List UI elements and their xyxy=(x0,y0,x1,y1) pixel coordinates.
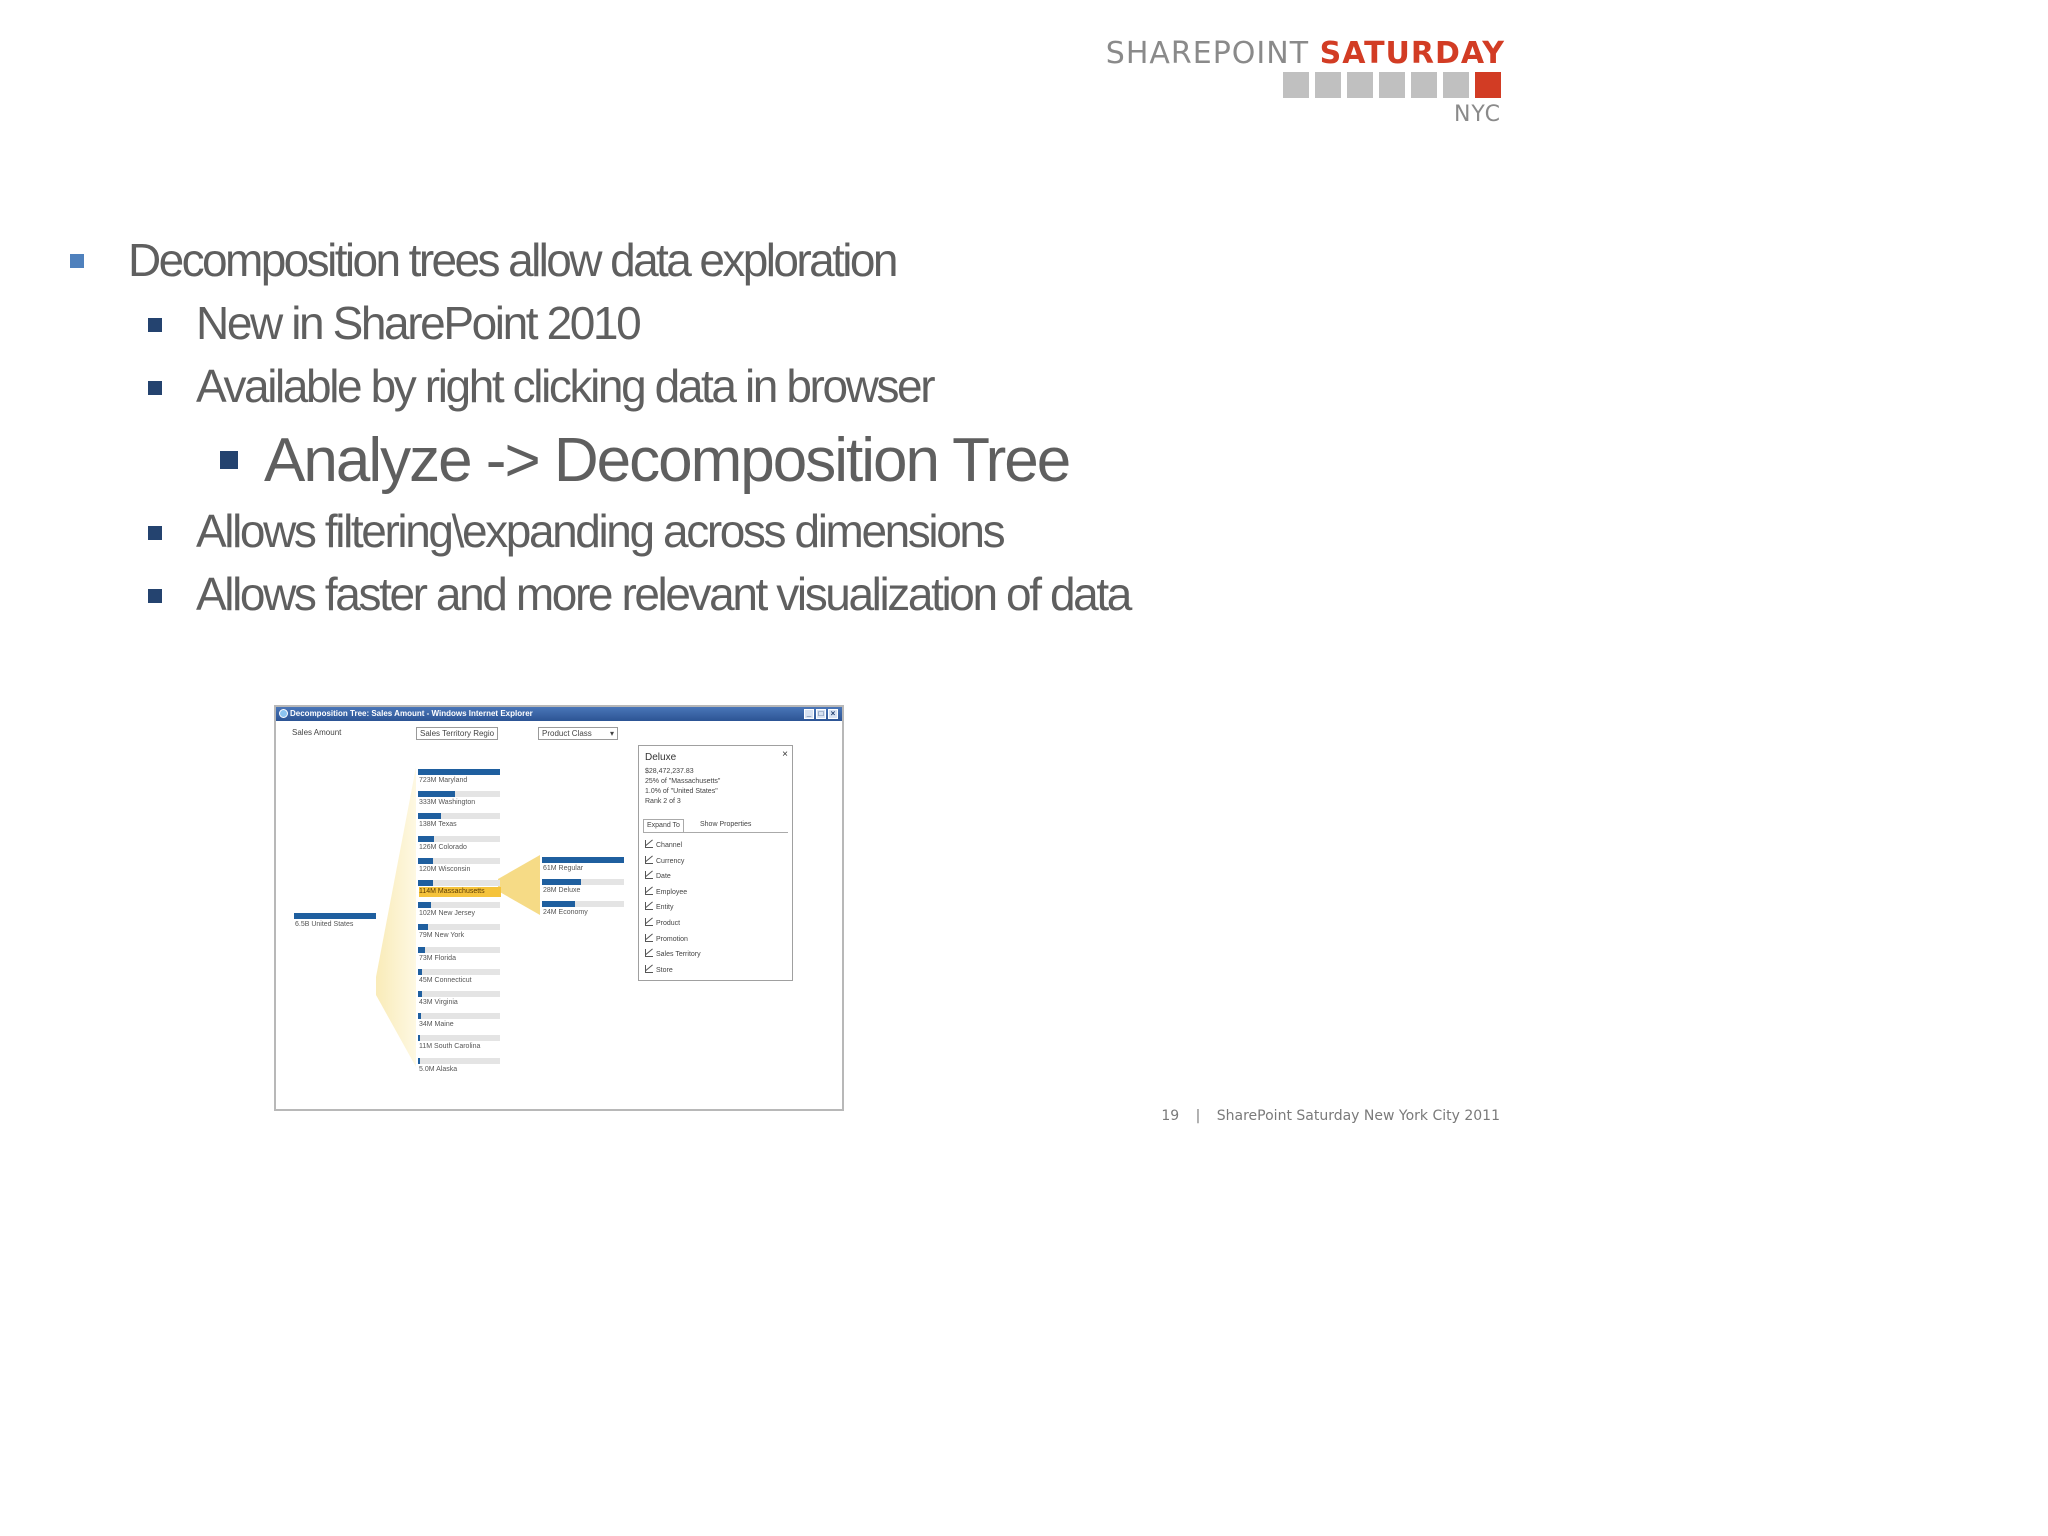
popup-tabs xyxy=(643,818,788,833)
bar-fill xyxy=(294,913,376,919)
chart-icon xyxy=(645,902,653,910)
chart-icon xyxy=(645,840,653,848)
node-label: 138M Texas xyxy=(419,821,457,829)
node-label: 723M Maryland xyxy=(419,777,468,784)
logo-wordmark xyxy=(1106,36,1505,71)
bar-fill xyxy=(418,947,425,953)
bar-fill xyxy=(418,836,434,842)
dimension-label: Entity xyxy=(656,904,674,912)
chart-icon xyxy=(645,918,653,926)
bullet-marker xyxy=(220,451,238,469)
bullet-level2 xyxy=(196,567,1130,621)
logo-square xyxy=(1379,72,1405,98)
bar-fill xyxy=(418,1013,421,1019)
dimension-label: Employee xyxy=(656,888,688,896)
bullet-marker xyxy=(148,589,162,603)
bar-fill xyxy=(418,858,433,864)
bullet-level1 xyxy=(128,233,896,287)
logo-city: NYC xyxy=(1453,102,1501,127)
bullet-marker xyxy=(148,381,162,395)
bullet-text: Allows filtering\expanding across dimensions xyxy=(196,505,1004,557)
node-label: 24M Economy xyxy=(543,909,588,916)
dimension-label: Product xyxy=(656,920,681,927)
dimension-label: Date xyxy=(656,873,671,881)
bar-fill xyxy=(418,1058,420,1064)
level-dropdown-product-class[interactable] xyxy=(538,727,618,740)
expand-dimension-item[interactable] xyxy=(645,856,684,866)
node-details-popup xyxy=(638,745,793,981)
logo-square xyxy=(1315,72,1341,98)
popup-rank: Rank 2 of 3 xyxy=(645,798,681,805)
tree-node-region[interactable] xyxy=(418,1058,500,1076)
tree-node-region[interactable] xyxy=(418,924,500,942)
expand-dimension-item[interactable] xyxy=(645,840,682,850)
node-label: 73M Florida xyxy=(419,954,456,962)
popup-value: $28,472,237.83 xyxy=(645,768,694,775)
chart-icon xyxy=(645,965,653,973)
node-label: 11M South Carolina xyxy=(419,1043,481,1051)
bar-track xyxy=(542,857,624,863)
close-button[interactable]: × xyxy=(828,709,838,719)
window-title: Decomposition Tree: Sales Amount - Windows Internet Explorer xyxy=(290,709,533,718)
bar-fill xyxy=(542,879,581,885)
bar-fill xyxy=(418,902,431,908)
expand-dimension-item[interactable] xyxy=(645,934,688,944)
level-dropdown-territory[interactable]: Sales Territory Regio xyxy=(416,727,498,740)
bar-fill xyxy=(418,1035,420,1041)
bar-track xyxy=(418,902,500,908)
tree-connector-selected xyxy=(498,855,540,915)
measure-label: Sales Amount xyxy=(292,728,342,737)
tree-node-class[interactable] xyxy=(542,879,624,897)
node-label: 6.5B United States xyxy=(295,921,354,928)
tree-node-region[interactable] xyxy=(418,969,500,987)
logo-square xyxy=(1347,72,1373,98)
internet-explorer-icon xyxy=(279,709,288,718)
bar-fill xyxy=(418,991,422,997)
tree-node-root[interactable] xyxy=(294,913,376,931)
logo-square-accent xyxy=(1475,72,1501,98)
node-label: 79M New York xyxy=(419,932,465,940)
expand-dimension-item[interactable] xyxy=(645,902,674,912)
bar-track xyxy=(542,901,624,907)
bar-fill xyxy=(418,813,441,819)
bar-track xyxy=(542,879,624,885)
dimension-label: Promotion xyxy=(656,935,688,943)
logo-square xyxy=(1411,72,1437,98)
bullet-marker xyxy=(148,318,162,332)
minimize-button[interactable]: _ xyxy=(804,709,814,719)
logo-square xyxy=(1283,72,1309,98)
tab-expand-to[interactable]: Expand To xyxy=(643,819,684,832)
bullet-level3 xyxy=(264,425,1069,496)
bar-track xyxy=(418,836,500,842)
node-label: 126M Colorado xyxy=(419,843,467,851)
tree-node-region[interactable] xyxy=(418,947,500,965)
close-icon[interactable]: × xyxy=(782,749,788,760)
bar-track xyxy=(418,969,500,975)
logo-word-sharepoint: SHAREPOINT xyxy=(1105,36,1310,71)
dimension-label: Currency xyxy=(656,857,685,865)
expand-dimension-item[interactable] xyxy=(645,949,701,959)
tree-node-class[interactable] xyxy=(542,857,624,875)
popup-share-root: 1.0% of "United States" xyxy=(645,788,718,795)
bullet-level2 xyxy=(196,504,1003,558)
node-label: 43M Virginia xyxy=(419,999,458,1006)
bar-track xyxy=(418,991,500,997)
tab-show-properties[interactable]: Show Properties xyxy=(697,819,754,831)
bar-track xyxy=(294,913,376,919)
logo-square xyxy=(1443,72,1469,98)
chart-icon xyxy=(645,871,653,879)
logo-word-saturday: SATURDAY xyxy=(1319,36,1505,71)
bar-track xyxy=(418,1058,500,1064)
node-label: 61M Regular xyxy=(543,865,584,872)
expand-dimension-item[interactable] xyxy=(645,918,680,928)
bar-fill xyxy=(418,769,500,775)
dimension-label: Store xyxy=(656,966,673,974)
bar-fill xyxy=(418,969,422,975)
node-label: 333M Washington xyxy=(419,799,476,807)
node-label: 114M Massachusetts xyxy=(419,887,501,897)
tree-connector xyxy=(376,767,416,1067)
chart-icon xyxy=(645,887,653,895)
node-label: 45M Connecticut xyxy=(419,976,472,984)
bullet-text: Decomposition trees allow data exploration xyxy=(128,234,896,286)
sharepoint-saturday-logo xyxy=(1000,36,1505,132)
bullet-level2 xyxy=(196,359,933,413)
dimension-label: Channel xyxy=(656,842,683,849)
tree-node-region[interactable] xyxy=(418,880,500,898)
bar-track xyxy=(418,769,500,775)
popup-title: Deluxe xyxy=(645,752,677,763)
bar-fill xyxy=(542,901,575,907)
expand-dimension-item[interactable] xyxy=(645,965,673,975)
tree-node-region[interactable] xyxy=(418,813,500,831)
expand-dimension-item[interactable] xyxy=(645,871,671,881)
tree-node-region[interactable] xyxy=(418,858,500,876)
bullet-marker xyxy=(148,526,162,540)
bar-track xyxy=(418,858,500,864)
tree-node-region[interactable] xyxy=(418,1013,500,1031)
bar-track xyxy=(418,924,500,930)
bar-track xyxy=(418,947,500,953)
chart-icon xyxy=(645,856,653,864)
bar-track xyxy=(418,880,500,886)
tree-node-region[interactable] xyxy=(418,1035,500,1053)
bar-fill xyxy=(418,791,455,797)
bar-fill xyxy=(542,857,624,863)
bullet-text: Available by right clicking data in browser xyxy=(196,360,934,412)
tree-node-region[interactable] xyxy=(418,902,500,920)
bar-track xyxy=(418,1013,500,1019)
maximize-button[interactable]: □ xyxy=(816,709,826,719)
node-label: 28M Deluxe xyxy=(543,887,581,894)
tree-node-region[interactable] xyxy=(418,836,500,854)
slide-footer xyxy=(1161,1108,1500,1124)
tree-node-class[interactable] xyxy=(542,901,624,919)
chart-icon xyxy=(645,934,653,942)
bar-track xyxy=(418,791,500,797)
footer-text: SharePoint Saturday New York City 2011 xyxy=(1216,1108,1500,1124)
dropdown-label: Product Class xyxy=(542,729,592,738)
bullet-text: Analyze -> Decomposition Tree xyxy=(264,426,1070,495)
bar-track xyxy=(418,813,500,819)
bar-fill xyxy=(418,880,433,886)
node-label: 34M Maine xyxy=(419,1021,454,1029)
bar-fill xyxy=(418,924,428,930)
node-label: 102M New Jersey xyxy=(419,910,476,918)
decomposition-tree-screenshot xyxy=(274,705,844,1111)
tree-header xyxy=(276,725,842,741)
tree-node-region[interactable] xyxy=(418,991,500,1009)
expand-dimension-item[interactable] xyxy=(645,887,687,897)
bullet-text: New in SharePoint 2010 xyxy=(196,297,640,349)
node-label: 5.0M Alaska xyxy=(419,1065,458,1073)
bullet-marker xyxy=(70,254,84,268)
chart-icon xyxy=(645,949,653,957)
bullet-level2 xyxy=(196,296,639,350)
page-number: 19 xyxy=(1161,1108,1180,1124)
window-titlebar xyxy=(276,707,842,721)
bar-track xyxy=(418,1035,500,1041)
dimension-label: Sales Territory xyxy=(656,951,701,959)
bullet-text: Allows faster and more relevant visualization of data xyxy=(196,568,1130,620)
chevron-down-icon: ▾ xyxy=(610,729,615,738)
node-label: 120M Wisconsin xyxy=(419,865,471,873)
footer-separator: | xyxy=(1195,1108,1201,1124)
logo-squares xyxy=(1283,72,1501,98)
popup-share-parent: 25% of "Massachusetts" xyxy=(645,778,721,785)
tree-node-region[interactable] xyxy=(418,791,500,809)
tree-node-region[interactable] xyxy=(418,769,500,787)
